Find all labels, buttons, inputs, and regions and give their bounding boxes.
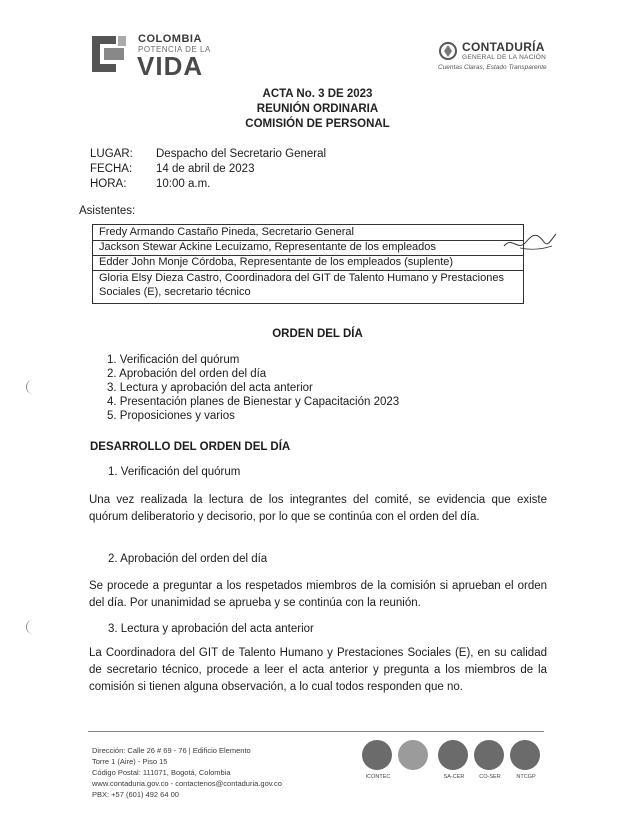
attendee-row: Fredy Armando Castaño Pineda, Secretario General [93,225,523,241]
attendee-row: Edder John Monje Córdoba, Representante de los empleados (suplente) [93,255,523,271]
lugar-label: LUGAR: [90,148,133,160]
footer-address: Dirección: Calle 26 # 69 - 76 | Edificio Elemento [92,746,251,755]
contaduria-tagline: Cuentas Claras, Estado Transparente [438,64,547,71]
cert-label: CO-SER [479,774,501,780]
attendees-label: Asistentes: [79,205,136,217]
section-heading: 1. Verificación del quórum [108,466,241,478]
cert-label: ICONTEC [365,774,391,780]
fecha-label: FECHA: [90,163,133,175]
logo-line3: VIDA [137,51,204,81]
contaduria-emblem-icon [438,40,458,66]
acta-subtitle: REUNIÓN ORDINARIA [256,103,379,115]
lugar-value: Despacho del Secretario General [156,148,327,160]
agenda-title: ORDEN DEL DÍA [272,328,363,340]
contaduria-name: CONTADURÍA [462,40,545,54]
cert-label: NTCGP [516,774,536,780]
contaduria-subtitle: GENERAL DE LA NACIÓN [462,54,547,61]
icontec-iso-9001-icon [438,740,470,800]
cert-label: SA-CER [443,774,465,780]
section-paragraph: Se procede a preguntar a los respetados miembros de la comisión si aprueban el orden del día. Por unanimidad se aprueba y se continúa con la reunión. [89,580,547,609]
agenda-item: 3. Lectura y aprobación del acta anterior [107,382,313,394]
section-heading: 2. Aprobación del orden del día [108,553,268,565]
attendee-row: Gloria Elsy Dieza Castro, Coordinadora del GIT de Talento Humano y Prestaciones Sociales (E), secretario técnico [99,272,504,298]
fecha-value: 14 de abril de 2023 [156,163,255,175]
acta-title: ACTA No. 3 DE 2023 [262,88,373,100]
agenda-item: 2. Aprobación del orden del día [107,368,267,380]
seal-certification-icon [398,740,430,800]
agenda-item: 4. Presentación planes de Bienestar y Capacitación 2023 [107,396,400,408]
footer-web: www.contaduria.gov.co - contactenos@contaduria.gov.co [92,779,282,788]
iso-45001-icon [510,740,542,800]
agenda-item: 5. Proposiciones y varios [107,410,235,422]
acta-commission: COMISIÓN DE PERSONAL [245,118,390,130]
attendees-table [92,224,524,304]
footer-postal: Código Postal: 111071, Bogotá, Colombia [92,768,231,777]
section-paragraph: Una vez realizada la lectura de los integrantes del comité, se evidencia que existe quórum deliberatorio y decisorio, por lo que se continúa con el orden del día. [89,494,547,523]
iqnet-certification-icon [362,740,394,800]
hora-value: 10:00 a.m. [156,178,211,190]
footer-phone: PBX: +57 (601) 492 64 00 [92,790,179,799]
icontec-iso-14001-icon [474,740,506,800]
footer-divider [88,731,544,732]
contaduria-logo [438,40,588,74]
development-title: DESARROLLO DEL ORDEN DEL DÍA [90,441,291,453]
binder-hole-mark [26,380,36,394]
footer-tower: Torre 1 (Aire) - Piso 15 [92,757,168,766]
hora-label: HORA: [90,178,127,190]
agenda-item: 1. Verificación del quórum [107,354,240,366]
colombia-potencia-logo [86,30,226,82]
logo-line2: POTENCIA DE LA [138,45,211,54]
section-paragraph: La Coordinadora del GIT de Talento Humano y Prestaciones Sociales (E), en su calidad de secretario técnico, procede a leer el acta anterior y pregunta a los miembros de la comisión si tienen alguna observación, a lo cual todos responden que no. [89,647,547,693]
attendee-row: Jackson Stewar Ackine Lecuizamo, Representante de los empleados [93,240,523,256]
section-heading: 3. Lectura y aprobación del acta anterior [108,623,314,635]
handwritten-signature [500,228,560,256]
binder-hole-mark [26,620,36,634]
colombia-flag-mark-icon [86,30,130,78]
logo-line1: COLOMBIA [138,33,202,45]
